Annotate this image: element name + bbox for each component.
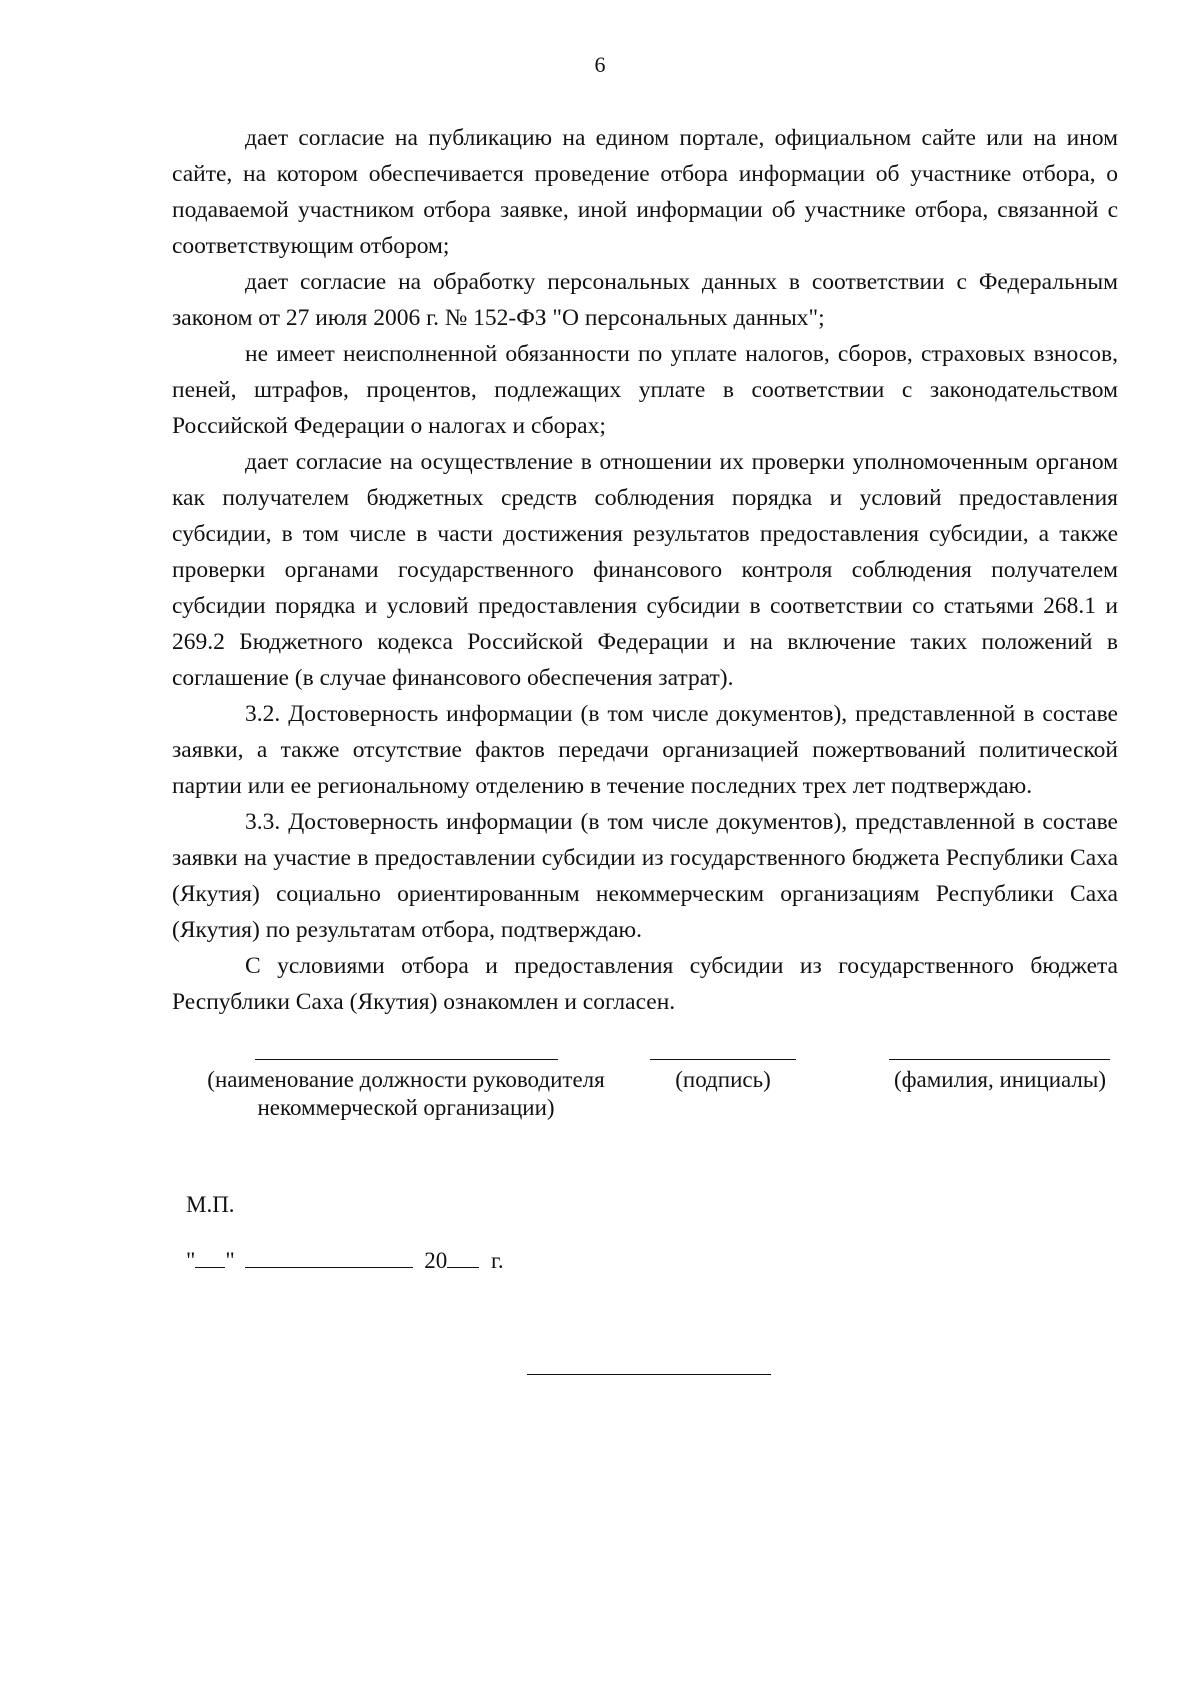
position-caption-line-2: некоммерческой организации) xyxy=(257,1095,555,1120)
date-row xyxy=(186,1245,504,1275)
position-signature-line[interactable] xyxy=(255,1059,558,1060)
paragraph-3-2: 3.2. Достоверность информации (в том числе документов), представленной в составе заявки, а также отсутствие фактов передачи организацией пожертвований политической партии или ее региональному отделению в течение последних трех лет подтверждаю. xyxy=(172,701,1118,799)
signature-line[interactable] xyxy=(650,1059,796,1060)
bottom-separator-line xyxy=(527,1374,771,1375)
paragraph-publication-consent: дает согласие на публикацию на едином портале, официальном сайте или на ином сайте, на котором обеспечивается проведение отбора информации об участнике отбора, о подаваемой участником отбора заявке, иной информации об участнике отбора, связанной с соответствующим отбором; xyxy=(172,125,1118,259)
year-suffix: г. xyxy=(491,1248,504,1273)
year-blank[interactable] xyxy=(447,1245,479,1268)
date-open-quote: " xyxy=(186,1248,196,1273)
document-body xyxy=(172,120,1118,1020)
position-caption-line-1: (наименование должности руководителя xyxy=(207,1067,605,1092)
date-close-quote: " xyxy=(225,1248,235,1273)
name-caption: (фамилия, инициалы) xyxy=(893,1067,1107,1092)
paragraph-audit-consent: дает согласие на осуществление в отношении их проверки уполномоченным органом как получателем бюджетных средств соблюдения порядка и условий предоставления субсидии, в том числе в части достижения результатов предоставления субсидии, а также проверки органами государственного финансового контроля соблюдения получателем субсидии порядка и условий предоставления субсидии в соответствии со статьями 268.1 и 269.2 Бюджетного кодекса Российской Федерации и на включение таких положений в соглашение (в случае финансового обеспечения затрат). xyxy=(172,449,1118,691)
signature-caption: (подпись) xyxy=(675,1067,771,1092)
position-caption xyxy=(186,1066,626,1122)
page-number: 6 xyxy=(594,52,606,77)
year-prefix: 20 xyxy=(424,1248,448,1273)
stamp-label: М.П. xyxy=(186,1192,235,1217)
paragraph-3-3: 3.3. Достоверность информации (в том числе документов), представленной в составе заявки на участие в предоставлении субсидии из государственного бюджета Республики Саха (Якутия) социально ориентированным некоммерческим организациям Республики Саха (Якутия) по результатам отбора, подтверждаю. xyxy=(172,809,1118,943)
day-blank[interactable] xyxy=(195,1245,225,1268)
paragraph-acknowledgement: С условиями отбора и предоставления субсидии из государственного бюджета Республики Саха (Якутия) ознакомлен и согласен. xyxy=(172,953,1118,1015)
name-signature-line[interactable] xyxy=(889,1059,1110,1060)
paragraph-personal-data-consent: дает согласие на обработку персональных данных в соответствии с Федеральным законом от 27 июля 2006 г. № 152-ФЗ "О персональных данных"; xyxy=(172,269,1118,331)
month-blank[interactable] xyxy=(245,1245,413,1268)
paragraph-no-tax-debt: не имеет неисполненной обязанности по уплате налогов, сборов, страховых взносов, пеней, штрафов, процентов, подлежащих уплате в соответствии с законодательством Российской Федерации о налогах и сборах; xyxy=(172,341,1118,439)
